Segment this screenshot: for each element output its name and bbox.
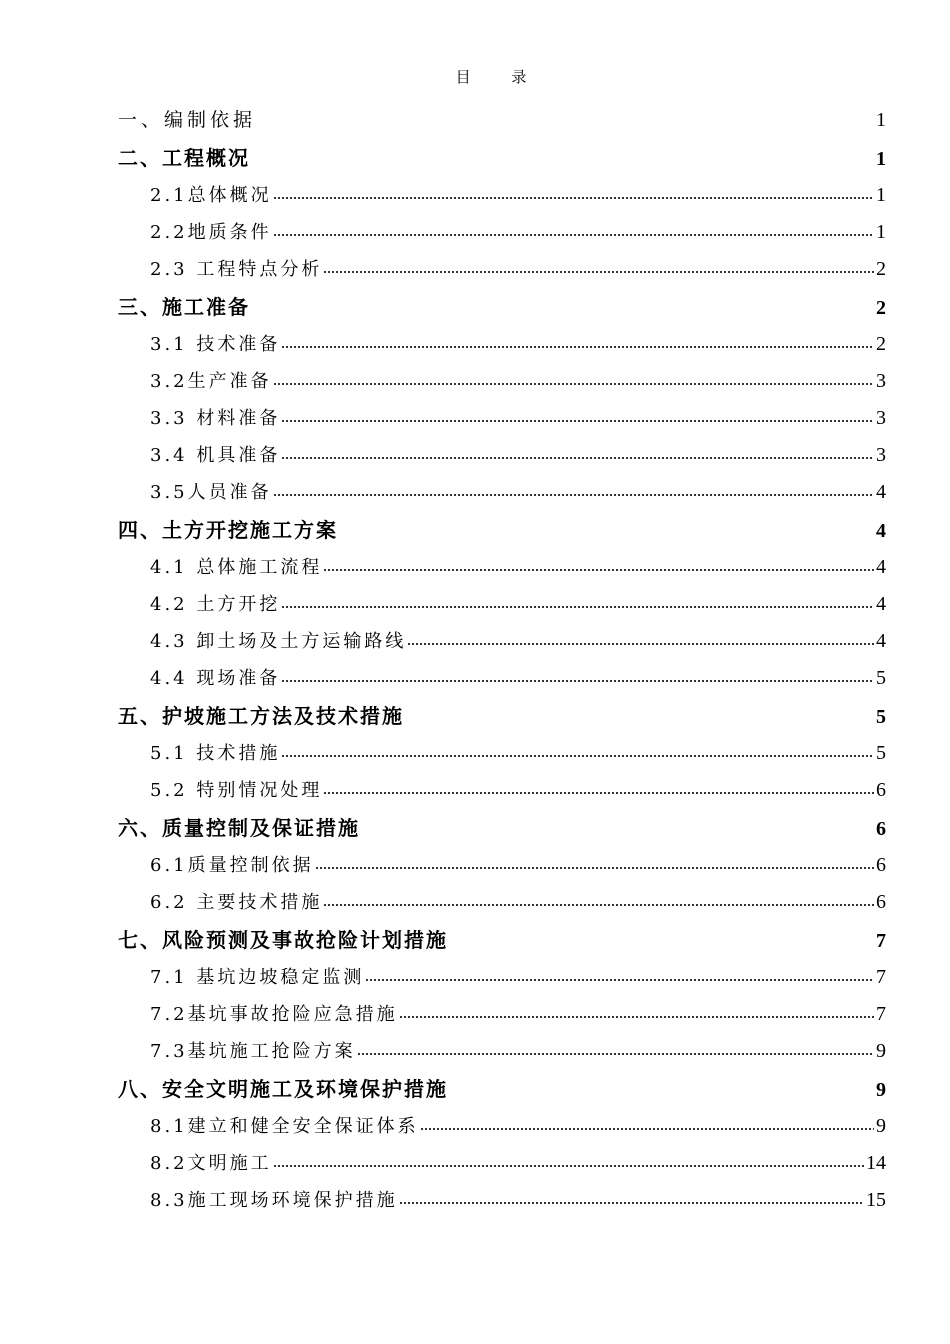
- toc-entry-label: 5.1 技术措施: [150, 743, 281, 764]
- toc-page-number: 9: [876, 1115, 886, 1137]
- toc-entry-label: 3.2生产准备: [150, 371, 272, 392]
- toc-section-entry[interactable]: [118, 363, 886, 400]
- toc-entry-label: 7.2基坑事故抢险应急措施: [150, 1004, 398, 1025]
- toc-chapter-entry[interactable]: [118, 809, 886, 847]
- toc-dot-leader: [251, 146, 874, 166]
- toc-section-entry[interactable]: [118, 660, 886, 697]
- toc-page-number: 15: [866, 1189, 886, 1211]
- toc-section-entry[interactable]: [118, 996, 886, 1033]
- toc-entry-label: 8.1建立和健全安全保证体系: [150, 1116, 419, 1137]
- toc-page-number: 6: [876, 891, 886, 913]
- toc-dot-leader: [449, 1077, 874, 1097]
- toc-page-number: 2: [876, 258, 886, 280]
- toc-entry-label: 4.4 现场准备: [150, 668, 281, 689]
- toc-section-entry[interactable]: [118, 400, 886, 437]
- toc-dot-leader: [449, 928, 874, 948]
- toc-chapter-entry[interactable]: [118, 101, 886, 139]
- toc-dot-leader: [281, 333, 874, 351]
- toc-entry-label: 3.5人员准备: [150, 482, 272, 503]
- toc-page-number: 6: [876, 854, 886, 876]
- toc-page-number: 1: [876, 221, 886, 243]
- toc-page-number: 1: [876, 148, 886, 170]
- toc-page-number: 7: [876, 930, 886, 952]
- toc-dot-leader: [273, 1152, 864, 1170]
- toc-dot-leader: [323, 258, 874, 276]
- toc-dot-leader: [365, 966, 874, 984]
- toc-page-number: 7: [876, 966, 886, 988]
- toc-section-entry[interactable]: [118, 623, 886, 660]
- toc-entry-label: 2.1总体概况: [150, 185, 272, 206]
- toc-dot-leader: [281, 667, 874, 685]
- toc-dot-leader: [407, 630, 874, 648]
- toc-section-entry[interactable]: [118, 474, 886, 511]
- toc-page-number: 3: [876, 407, 886, 429]
- toc-dot-leader: [323, 891, 874, 909]
- toc-section-entry[interactable]: [118, 847, 886, 884]
- toc-entry-label: 7.1 基坑边坡稳定监测: [150, 967, 365, 988]
- toc-section-entry[interactable]: [118, 1182, 886, 1219]
- toc-dot-leader: [281, 444, 874, 462]
- toc-dot-leader: [399, 1003, 874, 1021]
- toc-page-number: 5: [876, 667, 886, 689]
- toc-dot-leader: [273, 481, 874, 499]
- toc-dot-leader: [339, 518, 874, 538]
- toc-page-number: 1: [876, 109, 886, 131]
- toc-dot-leader: [281, 593, 874, 611]
- toc-dot-leader: [281, 742, 874, 760]
- toc-dot-leader: [323, 779, 874, 797]
- toc-dot-leader: [273, 370, 874, 388]
- toc-section-entry[interactable]: [118, 772, 886, 809]
- toc-page-number: 6: [876, 818, 886, 840]
- toc-dot-leader: [273, 221, 874, 239]
- toc-section-entry[interactable]: [118, 586, 886, 623]
- toc-page-number: 5: [876, 706, 886, 728]
- toc-dot-leader: [420, 1115, 874, 1133]
- toc-entry-label: 3.1 技术准备: [150, 334, 281, 355]
- toc-entry-label: 八、安全文明施工及环境保护措施: [118, 1077, 448, 1101]
- toc-dot-leader: [273, 184, 874, 202]
- toc-page-number: 4: [876, 556, 886, 578]
- toc-dot-leader: [323, 556, 874, 574]
- toc-chapter-entry[interactable]: [118, 288, 886, 326]
- toc-dot-leader: [399, 1189, 864, 1207]
- toc-dot-leader: [315, 854, 874, 872]
- toc-page-number: 4: [876, 520, 886, 542]
- toc-section-entry[interactable]: [118, 1033, 886, 1070]
- toc-entry-label: 6.1质量控制依据: [150, 855, 314, 876]
- toc-section-entry[interactable]: [118, 884, 886, 921]
- toc-page-number: 4: [876, 481, 886, 503]
- toc-entry-label: 8.3施工现场环境保护措施: [150, 1190, 398, 1211]
- toc-dot-leader: [361, 816, 874, 836]
- toc-entry-label: 一、编制依据: [118, 109, 257, 131]
- toc-entry-label: 三、施工准备: [118, 295, 250, 319]
- toc-section-entry[interactable]: [118, 437, 886, 474]
- toc-entry-label: 5.2 特别情况处理: [150, 780, 323, 801]
- toc-chapter-entry[interactable]: [118, 139, 886, 177]
- toc-page-number: 4: [876, 630, 886, 652]
- toc-entry-label: 8.2文明施工: [150, 1153, 272, 1174]
- toc-entry-label: 6.2 主要技术措施: [150, 892, 323, 913]
- toc-entry-label: 六、质量控制及保证措施: [118, 816, 360, 840]
- toc-section-entry[interactable]: [118, 549, 886, 586]
- toc-page-number: 3: [876, 370, 886, 392]
- table-of-contents: [118, 101, 886, 1219]
- toc-entry-label: 二、工程概况: [118, 146, 250, 170]
- toc-entry-label: 4.3 卸土场及土方运输路线: [150, 631, 407, 652]
- toc-chapter-entry[interactable]: [118, 697, 886, 735]
- toc-section-entry[interactable]: [118, 1108, 886, 1145]
- toc-dot-leader: [257, 108, 874, 127]
- toc-entry-label: 七、风险预测及事故抢险计划措施: [118, 928, 448, 952]
- toc-section-entry[interactable]: [118, 959, 886, 996]
- toc-entry-label: 五、护坡施工方法及技术措施: [118, 704, 404, 728]
- toc-page-number: 2: [876, 297, 886, 319]
- toc-chapter-entry[interactable]: [118, 511, 886, 549]
- toc-page-number: 3: [876, 444, 886, 466]
- toc-entry-label: 2.3 工程特点分析: [150, 259, 323, 280]
- toc-dot-leader: [405, 704, 874, 724]
- toc-page-number: 5: [876, 742, 886, 764]
- toc-page-number: 14: [866, 1152, 886, 1174]
- toc-entry-label: 7.3基坑施工抢险方案: [150, 1041, 356, 1062]
- toc-title: 目 录: [455, 68, 545, 86]
- toc-page-number: 7: [876, 1003, 886, 1025]
- toc-chapter-entry[interactable]: [118, 1070, 886, 1108]
- toc-section-entry[interactable]: [118, 326, 886, 363]
- toc-section-entry[interactable]: [118, 251, 886, 288]
- toc-page-number: 9: [876, 1079, 886, 1101]
- toc-page-number: 6: [876, 779, 886, 801]
- toc-section-entry[interactable]: [118, 1145, 886, 1182]
- toc-section-entry[interactable]: [118, 214, 886, 251]
- toc-dot-leader: [281, 407, 874, 425]
- toc-entry-label: 3.3 材料准备: [150, 408, 281, 429]
- toc-entry-label: 2.2地质条件: [150, 222, 272, 243]
- toc-page-number: 1: [876, 184, 886, 206]
- toc-page-number: 2: [876, 333, 886, 355]
- toc-section-entry[interactable]: [118, 735, 886, 772]
- toc-dot-leader: [251, 295, 874, 315]
- toc-section-entry[interactable]: [118, 177, 886, 214]
- toc-entry-label: 4.2 土方开挖: [150, 594, 281, 615]
- toc-entry-label: 3.4 机具准备: [150, 445, 281, 466]
- toc-entry-label: 4.1 总体施工流程: [150, 557, 323, 578]
- toc-dot-leader: [357, 1040, 874, 1058]
- toc-entry-label: 四、土方开挖施工方案: [118, 518, 338, 542]
- toc-chapter-entry[interactable]: [118, 921, 886, 959]
- toc-page-number: 4: [876, 593, 886, 615]
- toc-page-number: 9: [876, 1040, 886, 1062]
